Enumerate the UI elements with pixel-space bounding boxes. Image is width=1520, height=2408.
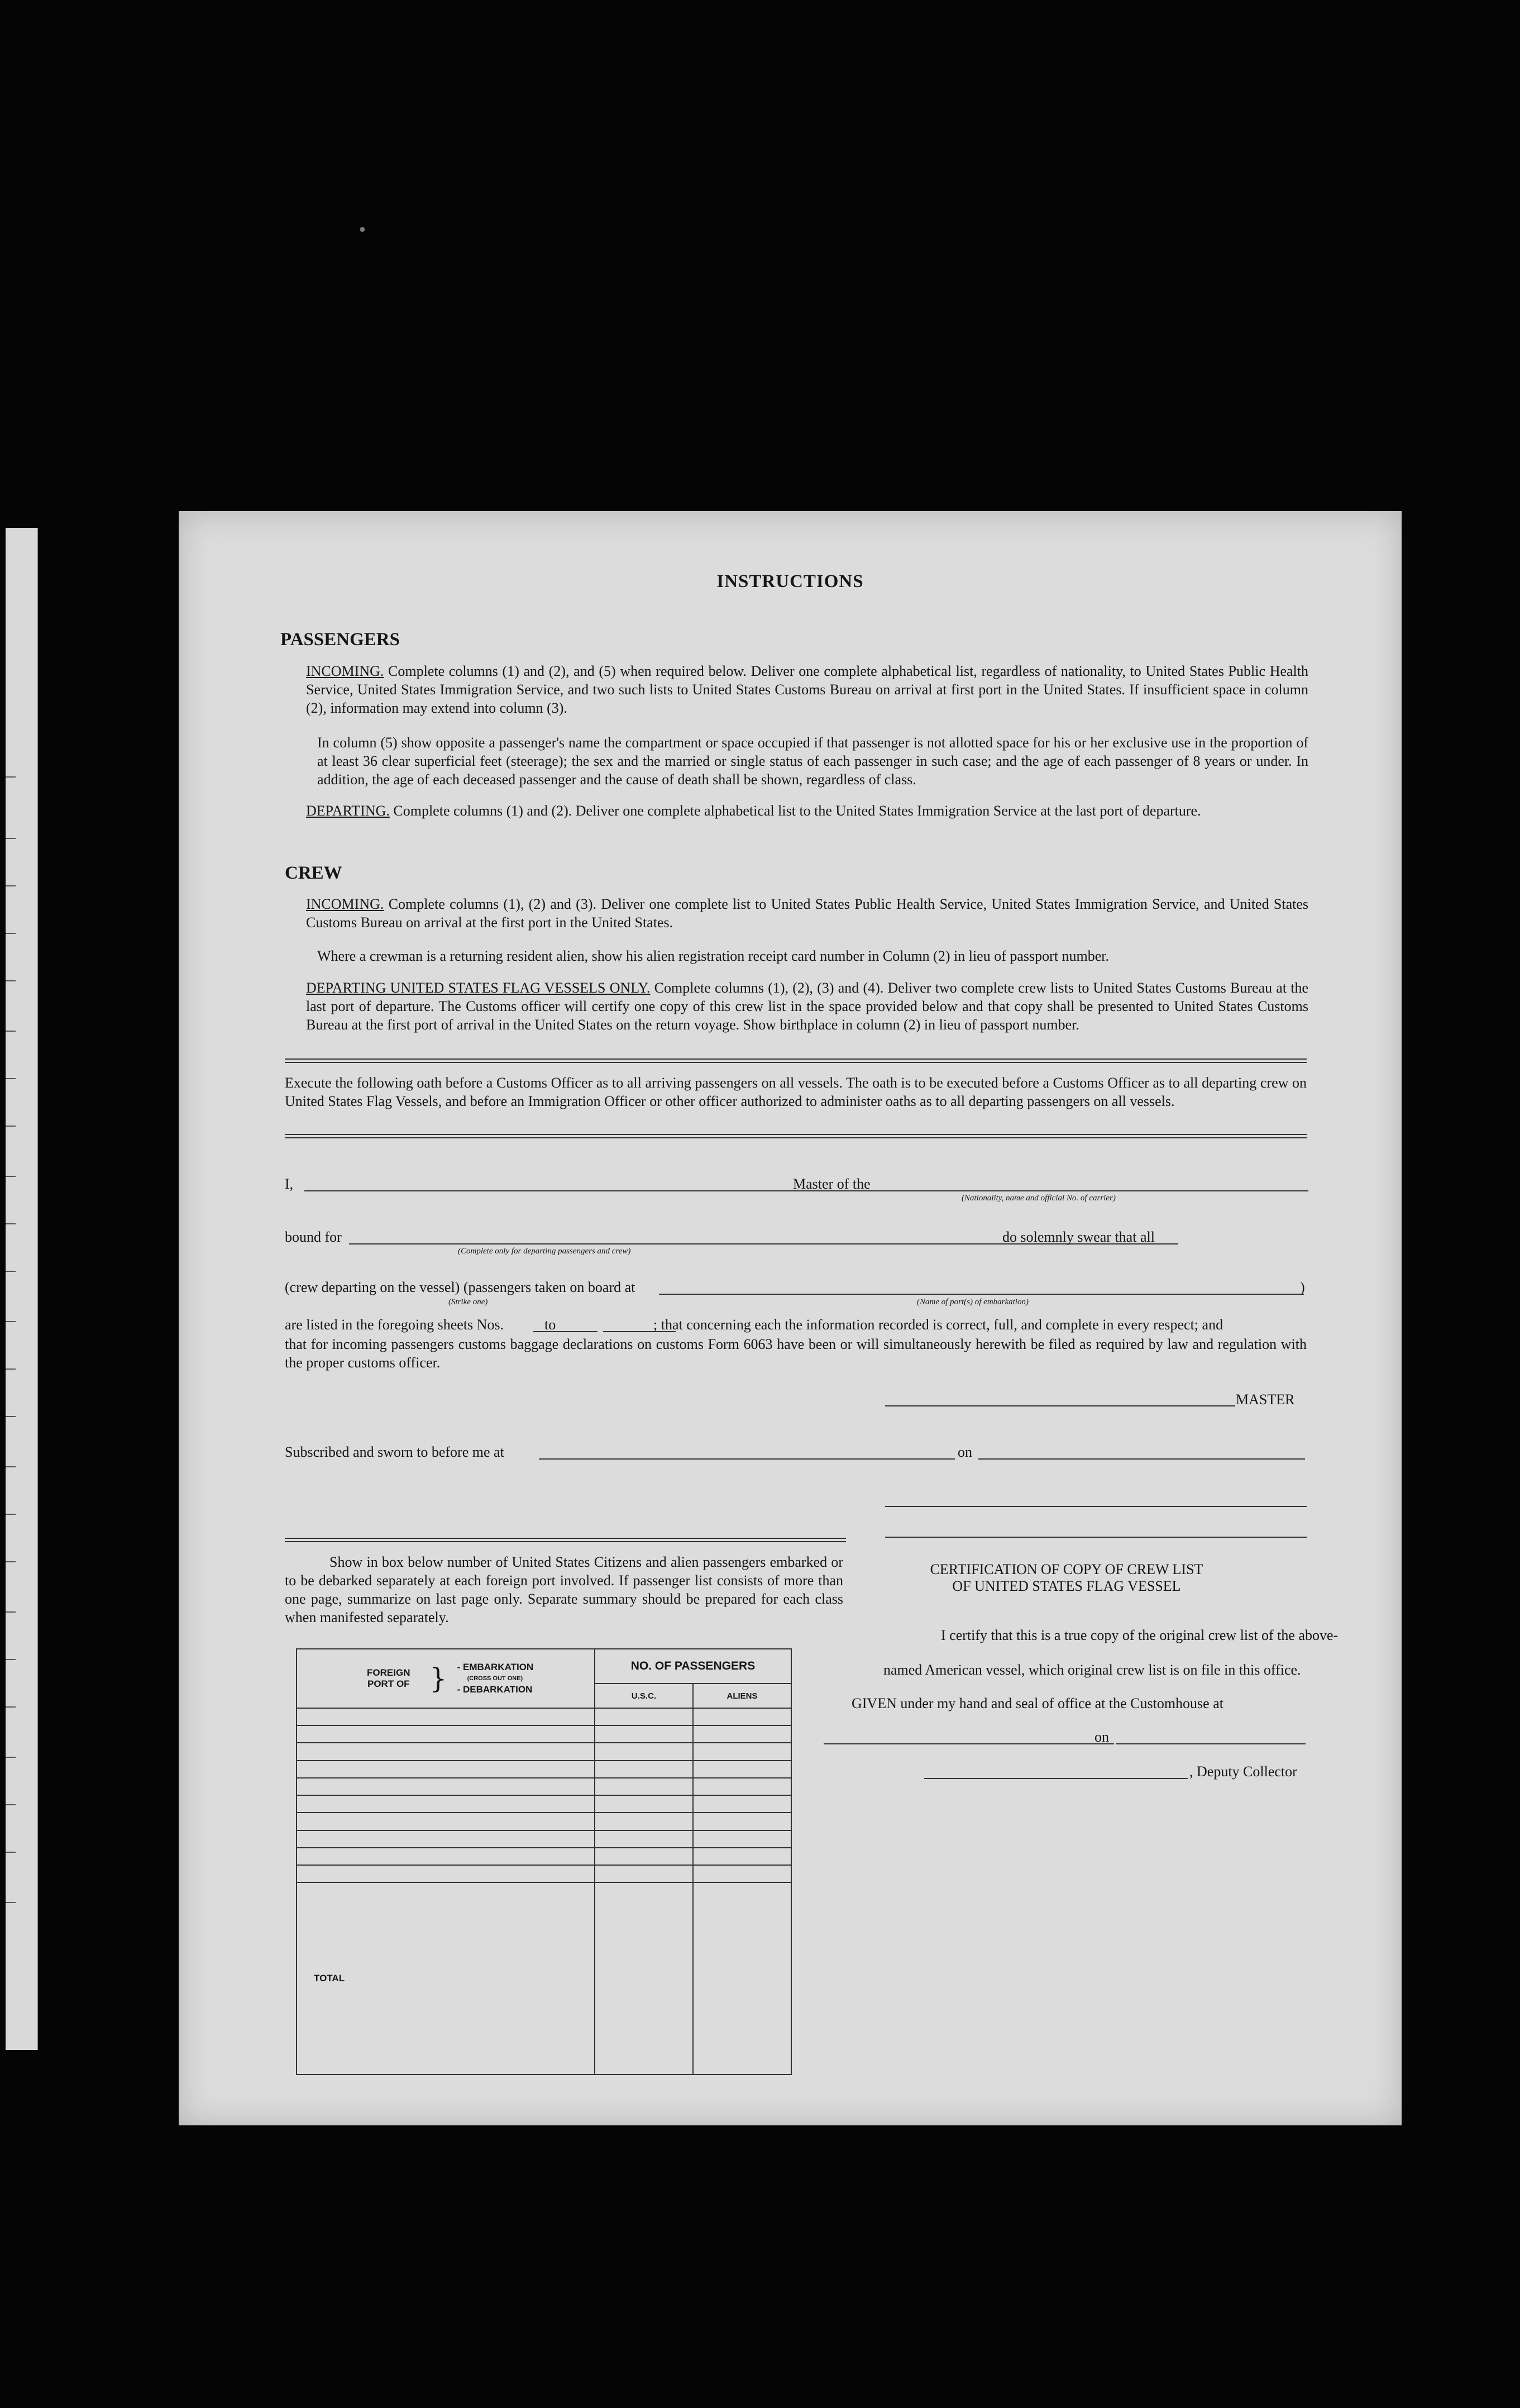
crew-departing-label: DEPARTING UNITED STATES FLAG VESSELS ONLY.	[306, 980, 651, 996]
deputy-signature-line	[924, 1778, 1188, 1779]
brace-glyph: }	[429, 1662, 447, 1695]
sworn-on-label: on	[958, 1444, 972, 1460]
form-page	[179, 511, 1402, 2125]
summary-instructions: Show in box below number of United States Citizens and alien passengers embarked or to be debarked separately at each foreign port involved. If passenger list consists of more than one page, summarize on last page only. Separate summary should be prepared for each class when manifested separately.	[285, 1554, 843, 1625]
cross-out-one-label: (CROSS OUT ONE)	[467, 1675, 523, 1682]
certification-text-line2: named American vessel, which original crew list is on file in this office.	[883, 1662, 1301, 1678]
crew-resident-paragraph: Where a crewman is a returning resident alien, show his alien registration receipt card number in Column (2) in lieu of passport number.	[317, 948, 1110, 964]
bound-for-label: bound for	[285, 1229, 342, 1245]
concerning-text: ; that concerning each the information recorded is correct, full, and complete in every respect; and	[653, 1317, 1223, 1333]
customhouse-port-line	[824, 1743, 1114, 1744]
certification-date-line	[1116, 1743, 1306, 1744]
no-of-passengers-header: NO. OF PASSENGERS	[595, 1649, 791, 1684]
instructions-title: INSTRUCTIONS	[716, 571, 864, 592]
crew-departing-paragraph	[306, 979, 1308, 1034]
strike-one-caption: (Strike one)	[448, 1298, 488, 1306]
total-row	[297, 1882, 791, 2075]
table-row	[297, 1708, 791, 1725]
passengers-incoming-paragraph	[306, 662, 1308, 717]
section-divider	[285, 1134, 1307, 1138]
crew-passengers-text: (crew departing on the vessel) (passengers taken on board at	[285, 1279, 635, 1295]
adjacent-page-strip	[6, 528, 38, 2050]
passenger-summary-table	[296, 1648, 792, 2075]
crew-heading: CREW	[285, 863, 342, 883]
sworn-date-line	[978, 1458, 1305, 1460]
debarkation-label: - DEBARKATION	[457, 1684, 533, 1695]
master-name-line	[304, 1190, 972, 1191]
table-row	[297, 1795, 791, 1813]
baggage-text: that for incoming passengers customs baggage declarations on customs Form 6063 have been or will simultaneously herewith be filed as required by law and regulation with the proper customs officer.	[285, 1336, 1307, 1371]
summary-divider	[285, 1538, 846, 1542]
passengers-departing-text: Complete columns (1) and (2). Deliver one complete alphabetical list to the United States Immigration Service at the last port of departure.	[393, 803, 1201, 819]
to-label: to	[544, 1317, 556, 1333]
table-row	[297, 1865, 791, 1882]
crew-incoming-label: INCOMING.	[306, 896, 384, 912]
sheet-from-line	[533, 1331, 598, 1332]
table-row	[297, 1830, 791, 1848]
scan-speck: •	[357, 221, 367, 240]
passengers-heading: PASSENGERS	[280, 630, 400, 650]
passengers-departing-label: DEPARTING.	[306, 803, 390, 819]
swear-text: do solemnly swear that all	[1002, 1229, 1155, 1245]
table-row	[297, 1761, 791, 1778]
section-divider	[285, 1058, 1307, 1063]
deputy-collector-label: , Deputy Collector	[1189, 1763, 1297, 1780]
certification-given-text: GIVEN under my hand and seal of office at the Customhouse at	[852, 1695, 1223, 1711]
crew-incoming-text: Complete columns (1), (2) and (3). Deliver one complete list to United States Public Health Service, United States Immigration Service, and United States Customs Bureau on arrival at the first port in the United States.	[306, 896, 1309, 931]
certification-title	[888, 1561, 1245, 1595]
ports-caption: (Name of port(s) of embarkation)	[917, 1298, 1029, 1306]
table-row	[297, 1848, 791, 1865]
crew-departing-text: Complete columns (1), (2), (3) and (4). Deliver two complete crew lists to United States Customs Bureau at the last port of departure. The Customs officer will certify one copy of this crew list in the space provided below and that copy shall be presented to United States Customs Bureau at the first port of arrival in the United States on the return voyage. Show birthplace in column (2) in lieu of passport number.	[306, 980, 1309, 1033]
officer-signature-line	[885, 1506, 1307, 1507]
table-row	[297, 1813, 791, 1830]
certification-text-line1: I certify that this is a true copy of the original crew list of the above-	[941, 1627, 1339, 1643]
nationality-caption: (Nationality, name and official No. of carrier)	[962, 1194, 1116, 1203]
officer-title-line	[885, 1537, 1307, 1538]
passengers-incoming-label: INCOMING.	[306, 663, 384, 679]
certification-title-line1: CERTIFICATION OF COPY OF CREW LIST	[930, 1561, 1203, 1577]
sworn-place-line	[539, 1458, 955, 1460]
table-row	[297, 1778, 791, 1795]
aliens-header: ALIENS	[693, 1684, 791, 1708]
passengers-incoming-text: Complete columns (1) and (2), and (5) when required below. Deliver one complete alphabetical list, regardless of nationality, to United States Public Health Service, United States Immigration Service, and two such lists to United States Customs Bureau on arrival at first port in the United States. If insufficient space in column (2), information may extend into column (3).	[306, 663, 1308, 716]
usc-header: U.S.C.	[595, 1684, 693, 1708]
sheets-nos-label: are listed in the foregoing sheets Nos.	[285, 1317, 504, 1333]
total-label: TOTAL	[297, 1882, 595, 2075]
passengers-column5-paragraph: In column (5) show opposite a passenger's name the compartment or space occupied if that passenger is not allotted space for his or her exclusive use in the proportion of at least 36 clear superficial feet (steerage); the sex and the married or single status of each passenger in such case; and the age of each passenger of 8 years or under. In addition, the age of each deceased passenger and the cause of death shall be shown, regardless of class.	[317, 735, 1308, 788]
subscribed-text: Subscribed and sworn to before me at	[285, 1444, 504, 1460]
embarkation-label: - EMBARKATION	[457, 1662, 534, 1672]
embarkation-ports-line	[659, 1294, 1304, 1295]
complete-only-caption: (Complete only for departing passengers and crew)	[458, 1247, 631, 1256]
carrier-line	[885, 1190, 1308, 1191]
master-signature-line	[885, 1405, 1235, 1406]
table-row	[297, 1743, 791, 1760]
oath-intro: Execute the following oath before a Customs Officer as to all arriving passengers on all vessels. The oath is to be executed before a Customs Officer as to all departing crew on United States Flag Vessels, and before an Immigration Officer or other officer authorized to administer oaths as to all departing passengers on all vessels.	[285, 1075, 1307, 1109]
passengers-departing-paragraph	[306, 802, 1308, 820]
oath-i-label: I,	[285, 1176, 294, 1192]
master-of-the-label: Master of the	[793, 1176, 871, 1192]
foreign-port-of-label: FOREIGN PORT OF	[367, 1667, 410, 1689]
certification-on-label: on	[1094, 1729, 1109, 1745]
certification-title-line2: OF UNITED STATES FLAG VESSEL	[952, 1578, 1181, 1594]
crew-incoming-paragraph	[306, 895, 1308, 932]
foreign-port-header	[297, 1649, 595, 1708]
master-label: MASTER	[1236, 1391, 1295, 1408]
table-row	[297, 1725, 791, 1743]
close-paren: )	[1300, 1279, 1305, 1295]
